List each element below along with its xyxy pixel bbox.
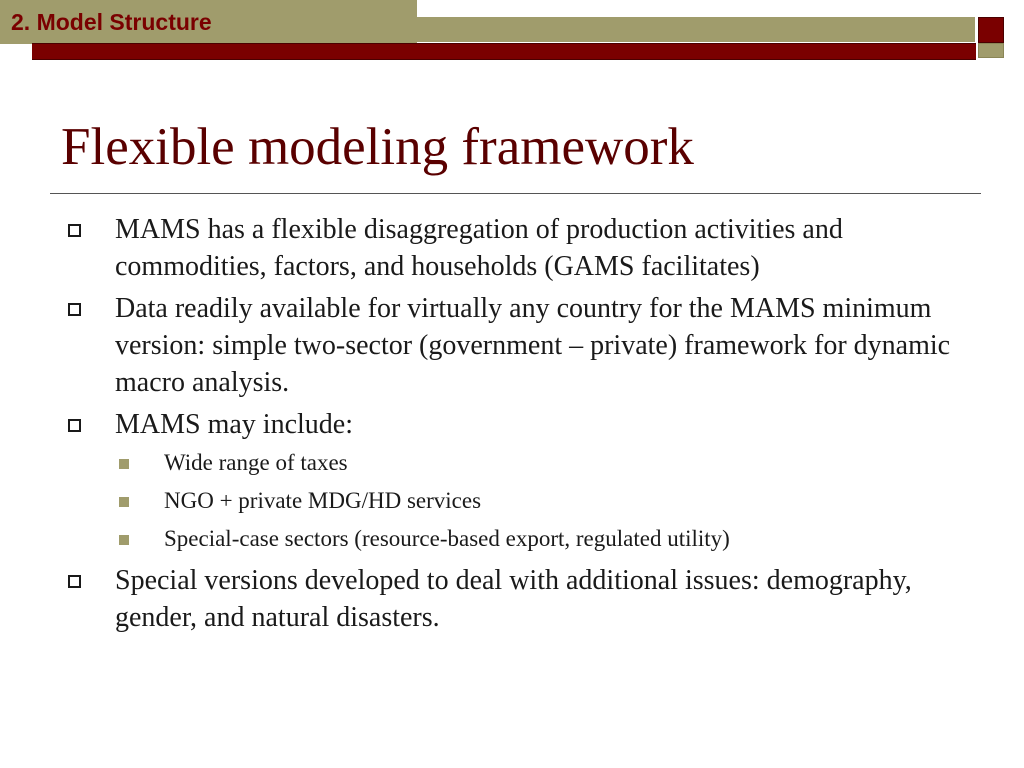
sub-bullet-text: Wide range of taxes	[164, 450, 348, 475]
solid-square-bullet-icon	[119, 535, 129, 545]
bullet-item	[0, 562, 975, 636]
bullet-text: MAMS has a flexible disaggregation of production activities and commodities, factors, and households (GAMS facilitates)	[115, 214, 843, 282]
sub-bullet-item	[0, 486, 984, 516]
sub-bullet-item	[0, 524, 984, 554]
hollow-square-bullet-icon	[68, 575, 81, 588]
title-divider	[50, 193, 981, 194]
slide-content	[0, 211, 1024, 641]
header-corner-square-maroon	[978, 17, 1004, 43]
hollow-square-bullet-icon	[68, 224, 81, 237]
bullet-item	[0, 290, 975, 401]
bullet-item	[0, 211, 975, 285]
sub-bullet-list	[0, 448, 1024, 554]
section-label: 2. Model Structure	[11, 9, 212, 35]
hollow-square-bullet-icon	[68, 419, 81, 432]
solid-square-bullet-icon	[119, 497, 129, 507]
header-maroon-bar	[32, 43, 976, 60]
sub-bullet-item	[0, 448, 984, 478]
hollow-square-bullet-icon	[68, 303, 81, 316]
header-corner-square-olive	[978, 43, 1004, 58]
bullet-text: MAMS may include:	[115, 409, 353, 440]
slide-title: Flexible modeling framework	[61, 118, 694, 176]
solid-square-bullet-icon	[119, 459, 129, 469]
sub-bullet-text: NGO + private MDG/HD services	[164, 488, 482, 513]
section-tab	[0, 0, 417, 44]
sub-bullet-text: Special-case sectors (resource-based export, regulated utility)	[164, 526, 730, 551]
bullet-item	[0, 406, 975, 443]
header-olive-strip	[417, 17, 975, 42]
bullet-text: Special versions developed to deal with additional issues: demography, gender, and natural disasters.	[115, 565, 912, 633]
bullet-text: Data readily available for virtually any country for the MAMS minimum version: simple two-sector (government – private) framework for dynamic macro analysis.	[115, 293, 951, 398]
